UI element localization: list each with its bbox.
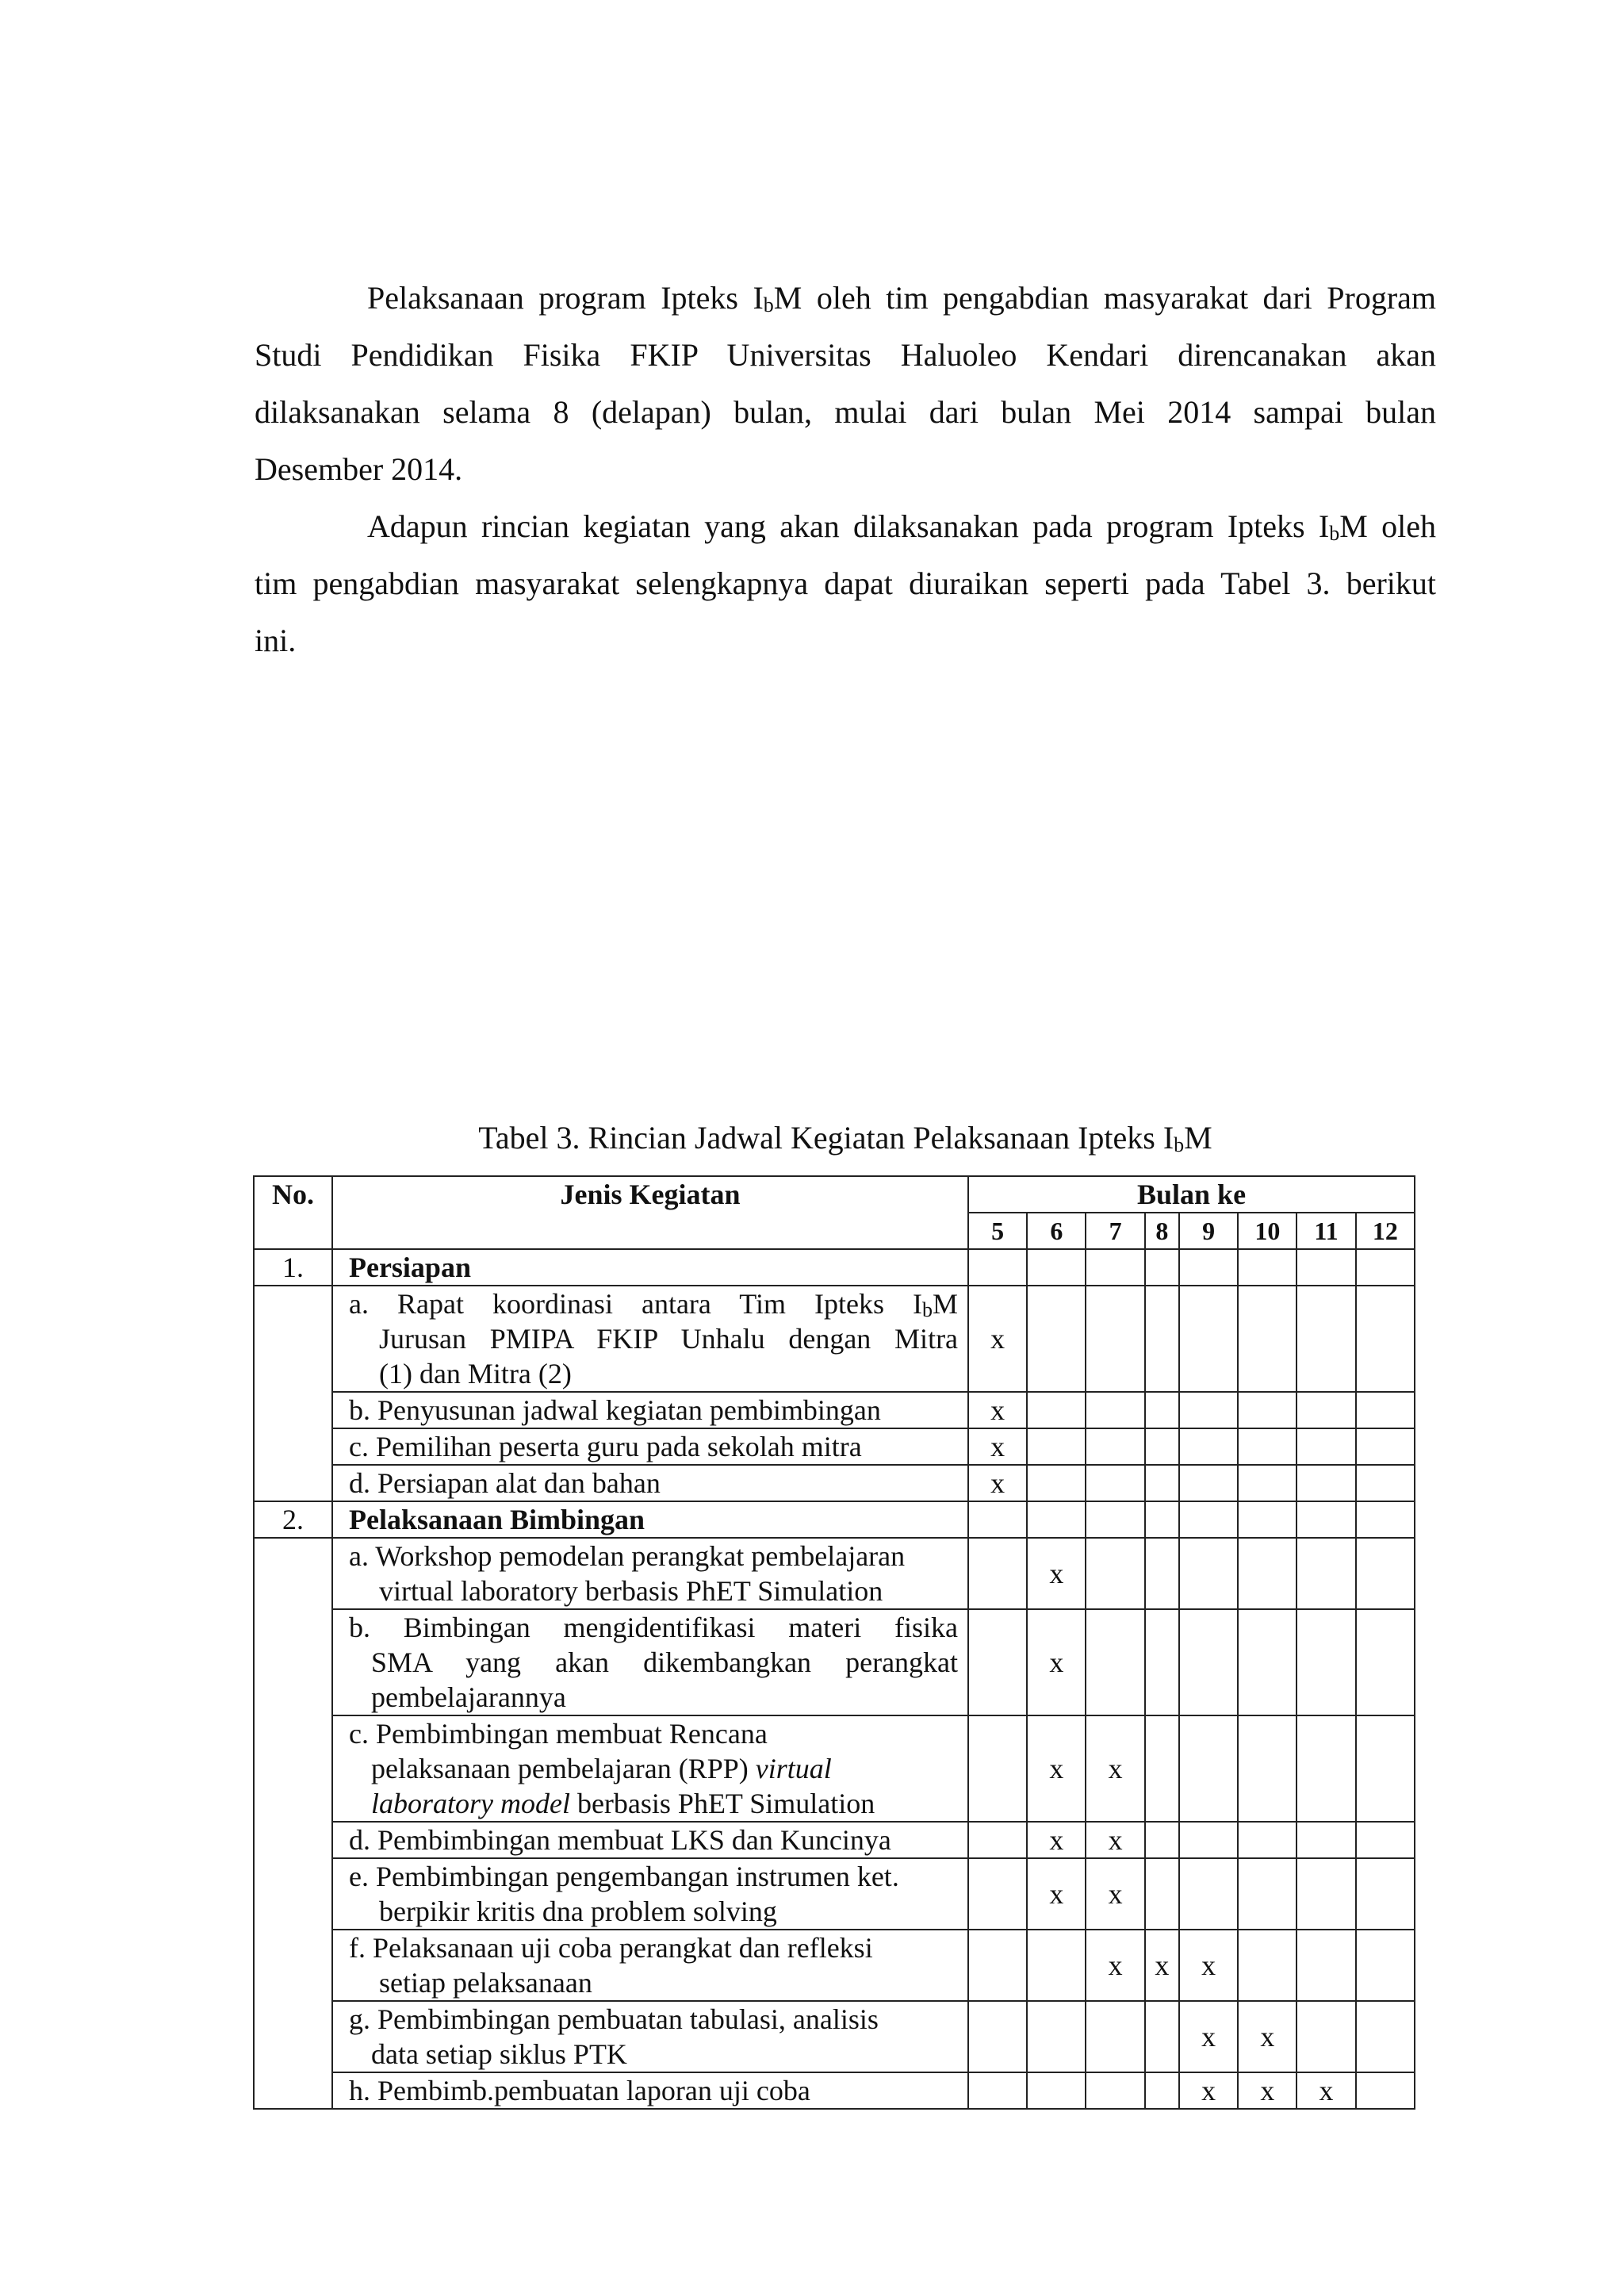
month-9: 9 <box>1179 1213 1238 1249</box>
section-number: 2. <box>254 1501 332 1538</box>
section-number-spacer <box>254 1286 332 1501</box>
mark-cell: x <box>1179 2072 1238 2109</box>
activity-cell: h. Pembimb.pembuatan laporan uji coba <box>332 2072 968 2109</box>
mark-cell: x <box>968 1392 1027 1428</box>
header-no: No. <box>254 1176 332 1249</box>
activity-cell: g. Pembimbingan pembuatan tabulasi, analisis data setiap siklus PTK <box>332 2001 968 2072</box>
mark-cell: x <box>1027 1538 1086 1609</box>
section-number-spacer <box>254 1538 332 2109</box>
mark-cell: x <box>1027 1609 1086 1715</box>
table-row <box>254 1465 1415 1501</box>
mark-cell: x <box>1086 1822 1144 1858</box>
mark-cell: x <box>1027 1858 1086 1930</box>
mark-cell: x <box>1297 2072 1355 2109</box>
mark-cell: x <box>1179 2001 1238 2072</box>
table-row <box>254 1501 1415 1538</box>
paragraph-1-line-4: Desember 2014. <box>255 451 463 487</box>
mark-cell: x <box>1027 1715 1086 1822</box>
month-7: 7 <box>1086 1213 1144 1249</box>
section-title: Persiapan <box>332 1249 968 1286</box>
month-12: 12 <box>1356 1213 1415 1249</box>
table-row <box>254 2001 1415 2072</box>
month-5: 5 <box>968 1213 1027 1249</box>
month-10: 10 <box>1238 1213 1297 1249</box>
activity-cell: f. Pelaksanaan uji coba perangkat dan refleksi setiap pelaksanaan <box>332 1930 968 2001</box>
activity-cell: c. Pemilihan peserta guru pada sekolah mitra <box>332 1428 968 1465</box>
table-row <box>254 1609 1415 1715</box>
paragraph-1-line-2: Studi Pendidikan Fisika FKIP Universitas Haluoleo Kendari direncanakan akan <box>255 337 1436 373</box>
mark-cell: x <box>968 1428 1027 1465</box>
table-row <box>254 2072 1415 2109</box>
activity-cell: d. Pembimbingan membuat LKS dan Kuncinya <box>332 1822 968 1858</box>
mark-cell: x <box>1145 1930 1179 2001</box>
activity-cell: a. Workshop pemodelan perangkat pembelajaran virtual laboratory berbasis PhET Simulation <box>332 1538 968 1609</box>
paragraph-2-line-2: tim pengabdian masyarakat selengkapnya dapat diuraikan seperti pada Tabel 3. berikut <box>255 565 1436 601</box>
activity-cell: e. Pembimbingan pengembangan instrumen ket. berpikir kritis dna problem solving <box>332 1858 968 1930</box>
header-months: Bulan ke <box>968 1176 1415 1213</box>
mark-cell: x <box>1086 1858 1144 1930</box>
mark-cell: x <box>1086 1715 1144 1822</box>
paragraph-1-line-3: dilaksanakan selama 8 (delapan) bulan, mulai dari bulan Mei 2014 sampai bulan <box>255 394 1436 430</box>
mark-cell: x <box>1238 2072 1297 2109</box>
table-row <box>254 1249 1415 1286</box>
header-activity: Jenis Kegiatan <box>332 1176 968 1249</box>
mark-cell: x <box>968 1465 1027 1501</box>
mark-cell: x <box>1086 1930 1144 2001</box>
table-row <box>254 1392 1415 1428</box>
paragraph-1-line-1: Pelaksanaan program Ipteks $I_bM$ oleh tim pengabdian masyarakat dari Program <box>367 280 1436 316</box>
table-caption: Tabel 3. Rincian Jadwal Kegiatan Pelaksanaan Ipteks $I_bM$ <box>478 1120 1212 1156</box>
table-row <box>254 1286 1415 1392</box>
section-title: Pelaksanaan Bimbingan <box>332 1501 968 1538</box>
mark-cell: x <box>1238 2001 1297 2072</box>
mark-cell: x <box>1179 1930 1238 2001</box>
month-8: 8 <box>1145 1213 1179 1249</box>
table-header-row <box>254 1176 1415 1213</box>
activity-cell: b. Bimbingan mengidentifikasi materi fisika SMA yang akan dikembangkan perangkat pembelajarannya <box>332 1609 968 1715</box>
table-row <box>254 1428 1415 1465</box>
schedule-table <box>253 1175 1415 2110</box>
section-number: 1. <box>254 1249 332 1286</box>
mark-cell: x <box>1027 1822 1086 1858</box>
activity-cell: a. Rapat koordinasi antara Tim Ipteks $I_bM$ Jurusan PMIPA FKIP Unhalu dengan Mitra (1) dan Mitra (2) <box>332 1286 968 1392</box>
activity-cell: d. Persiapan alat dan bahan <box>332 1465 968 1501</box>
paragraph-1 <box>255 270 1436 498</box>
paragraph-2-line-3: ini. <box>255 623 297 658</box>
month-6: 6 <box>1027 1213 1086 1249</box>
table-row <box>254 1930 1415 2001</box>
activity-cell: c. Pembimbingan membuat Rencana pelaksanaan pembelajaran (RPP) virtual laboratory model berbasis PhET Simulation <box>332 1715 968 1822</box>
activity-cell: b. Penyusunan jadwal kegiatan pembimbingan <box>332 1392 968 1428</box>
table-row <box>254 1715 1415 1822</box>
month-11: 11 <box>1297 1213 1355 1249</box>
paragraph-2 <box>255 498 1436 669</box>
paragraph-2-line-1: Adapun rincian kegiatan yang akan dilaksanakan pada program Ipteks $I_bM$ oleh <box>367 508 1437 545</box>
mark-cell: x <box>968 1286 1027 1392</box>
table-row <box>254 1822 1415 1858</box>
table-row <box>254 1858 1415 1930</box>
table-row <box>254 1538 1415 1609</box>
